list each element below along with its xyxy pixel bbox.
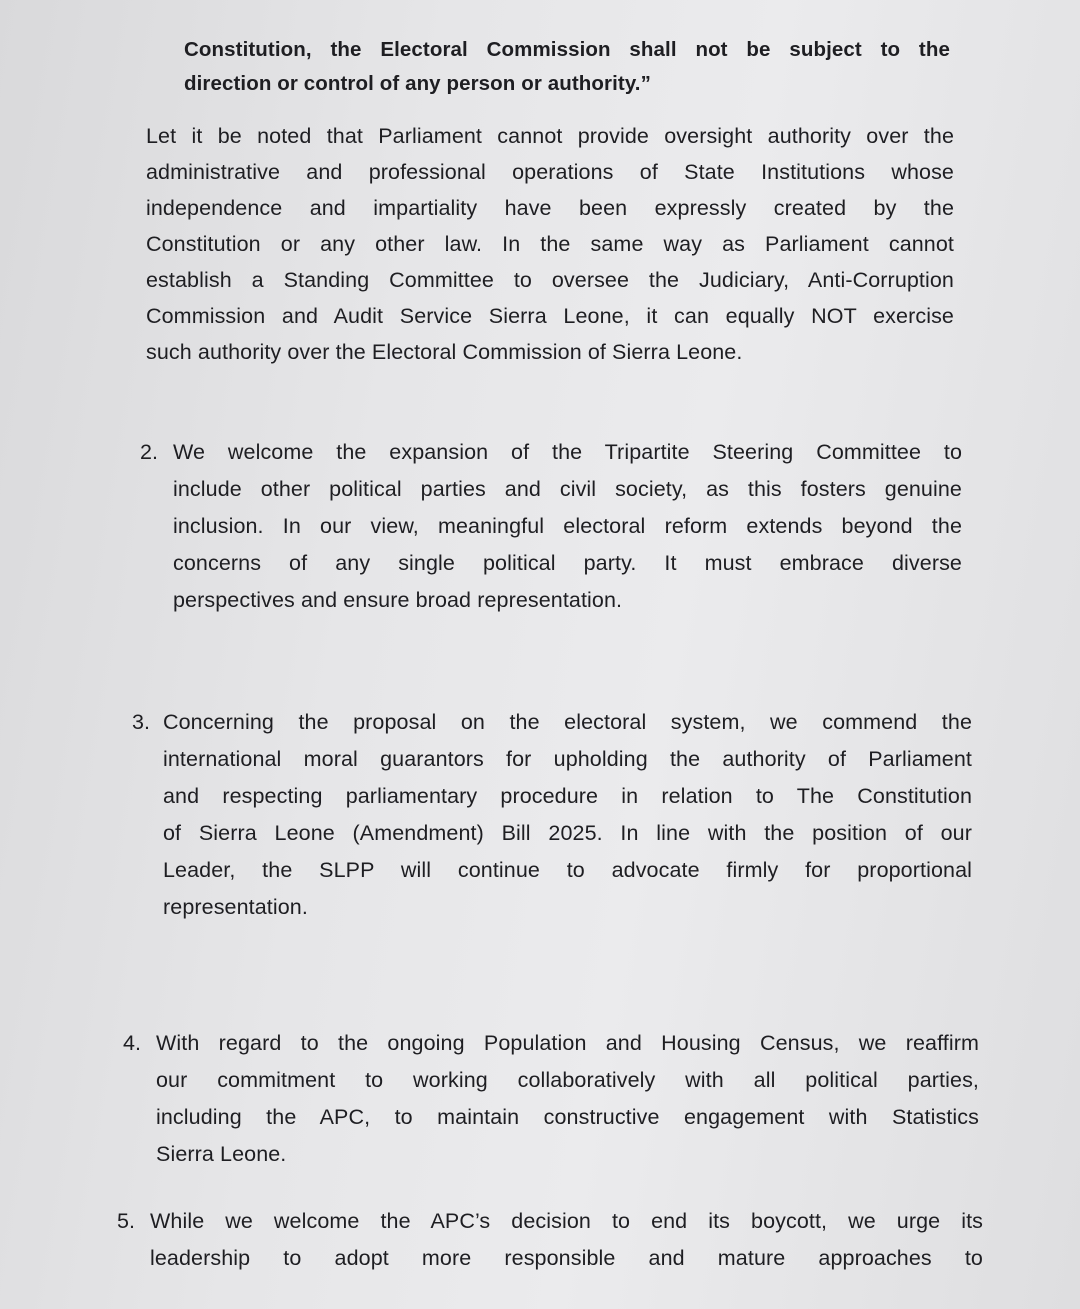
list-item-line: With regard to the ongoing Population and Housing Census, we reaffirm [156,1031,979,1055]
oversight-paragraph [146,118,954,370]
list-item-line: We welcome the expansion of the Tripartite Steering Committee to [173,440,962,464]
list-item-line: Sierra Leone. [156,1142,287,1166]
list-item-line: Concerning the proposal on the electoral system, we commend the [163,710,972,734]
paragraph-line: establish a Standing Committee to oversee the Judiciary, Anti-Corruption [146,268,954,292]
paragraph-line: Let it be noted that Parliament cannot provide oversight authority over the [146,124,954,148]
list-item-line: and respecting parliamentary procedure in relation to The Constitution [163,784,972,808]
list-item-line: leadership to adopt more responsible and mature approaches to [150,1246,983,1270]
list-item-line: perspectives and ensure broad representation. [173,588,623,612]
paragraph-line: independence and impartiality have been expressly created by the [146,196,954,220]
quote-line: direction or control of any person or authority.” [184,72,651,95]
list-item-line: of Sierra Leone (Amendment) Bill 2025. In line with the position of our [163,821,972,845]
list-item-line: concerns of any single political party. It must embrace diverse [173,551,962,575]
list-item-line: include other political parties and civil society, as this fosters genuine [173,477,962,501]
list-item-line: inclusion. In our view, meaningful electoral reform extends beyond the [173,514,962,538]
paragraph-line: such authority over the Electoral Commission of Sierra Leone. [146,340,743,364]
list-item-line: including the APC, to maintain constructive engagement with Statistics [156,1105,979,1129]
paragraph-line: Constitution or any other law. In the same way as Parliament cannot [146,232,954,256]
list-item-number: 4. [123,1031,141,1055]
paragraph-line: administrative and professional operations of State Institutions whose [146,160,954,184]
list-item-number: 3. [132,710,150,734]
list-item-line: While we welcome the APC’s decision to end its boycott, we urge its [150,1209,983,1233]
list-item-line: Leader, the SLPP will continue to advocate firmly for proportional [163,858,972,882]
quote-line: Constitution, the Electoral Commission shall not be subject to the [184,38,950,61]
list-item-line: our commitment to working collaboratively with all political parties, [156,1068,979,1092]
list-item-number: 2. [140,440,158,464]
list-item-line: international moral guarantors for upholding the authority of Parliament [163,747,972,771]
list-item-line: representation. [163,895,308,919]
paragraph-line: Commission and Audit Service Sierra Leone, it can equally NOT exercise [146,304,954,328]
constitution-quote [184,33,950,101]
list-item-number: 5. [117,1209,135,1233]
